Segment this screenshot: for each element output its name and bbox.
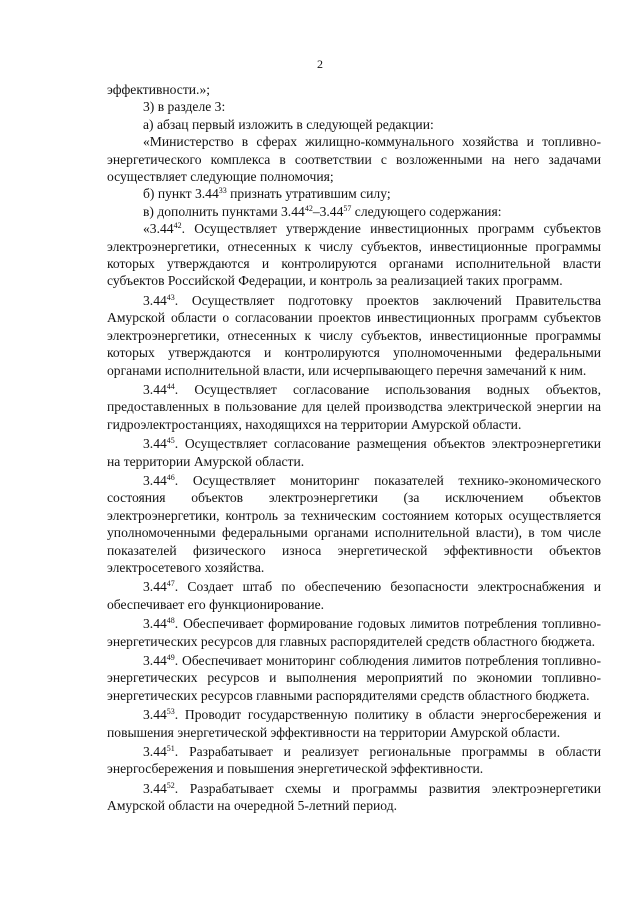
document-body — [107, 81, 601, 815]
paragraph: в) дополнить пунктами 3.44$^{42}$–3.44$^{57}$ следующего содержания: — [143, 203, 502, 219]
page-number: 2 — [317, 57, 323, 71]
clause-paragraph: 3.44$^{43}$. Осуществляет подготовку проектов заключений Правительства Амурской области о согласовании проектов инвестиционных программ субъектов электроэнергетики, отнесенных к числу субъектов, инвестиционные программы которых утверждаются и контролируются уполномоченными федеральными органами исполнительной власти, или исчерпывающего перечня замечаний к ним. — [107, 292, 601, 378]
clause-paragraph: 3.44$^{44}$. Осуществляет согласование использования водных объектов, предоставленных в пользование для целей производства электрической энергии на гидроэлектростанциях, находящихся на территории Амурской области. — [107, 381, 601, 432]
clause-paragraph: «3.44$^{42}$. Осуществляет утверждение инвестиционных программ субъектов электроэнергетики, отнесенных к числу субъектов, инвестиционные программы которых утверждаются и контролируются органами исполнительной власти субъектов Российской Федерации, и контроль за реализацией таких программ. — [107, 221, 601, 289]
clause-paragraph: 3.44$^{46}$. Осуществляет мониторинг показателей технико-экономического состояния объектов электроэнергетики (за исключением объектов электроэнергетики, контроль за техническим состоянием которых осуществляется уполномоченными федеральными органами исполнительной власти), в том числе показателей физического износа энергетической эффективности объектов электросетевого хозяйства. — [107, 472, 601, 575]
clause-paragraph: 3.44$^{45}$. Осуществляет согласование размещения объектов электроэнергетики на территории Амурской области. — [107, 436, 601, 469]
clause-paragraph: 3.44$^{49}$. Обеспечивает мониторинг соблюдения лимитов потребления топливно-энергетических ресурсов и выполнения мероприятий по экономии топливно-энергетических ресурсов главными распорядителями средств областного бюджета. — [107, 653, 601, 703]
clause-paragraph: 3.44$^{48}$. Обеспечивает формирование годовых лимитов потребления топливно-энергетических ресурсов для главных распорядителей средств областного бюджета. — [107, 616, 601, 649]
clause-paragraph: 3.44$^{53}$. Проводит государственную политику в области энергосбережения и повышения энергетической эффективности на территории Амурской области. — [107, 707, 601, 740]
clause-paragraph: 3.44$^{52}$. Разрабатывает схемы и программы развития электроэнергетики Амурской области на очередной 5-летний период. — [107, 780, 601, 814]
paragraph: 3) в разделе 3: — [143, 99, 226, 115]
paragraph: б) пункт 3.44$^{33}$ признать утратившим силу; — [143, 186, 391, 202]
paragraph: «Министерство в сферах жилищно-коммунального хозяйства и топливно-энергетического комплекса в соответствии с возложенными на него задачами осуществляет следующие полномочия; — [107, 134, 601, 185]
paragraph: эффективности.»; — [107, 82, 211, 97]
clause-paragraph: 3.44$^{47}$. Создает штаб по обеспечению безопасности электроснабжения и обеспечивает его функционирование. — [107, 579, 601, 612]
paragraph: а) абзац первый изложить в следующей редакции: — [143, 116, 434, 132]
clause-paragraph: 3.44$^{51}$. Разрабатывает и реализует региональные программы в области энергосбережения и повышения энергетической эффективности. — [107, 744, 601, 777]
